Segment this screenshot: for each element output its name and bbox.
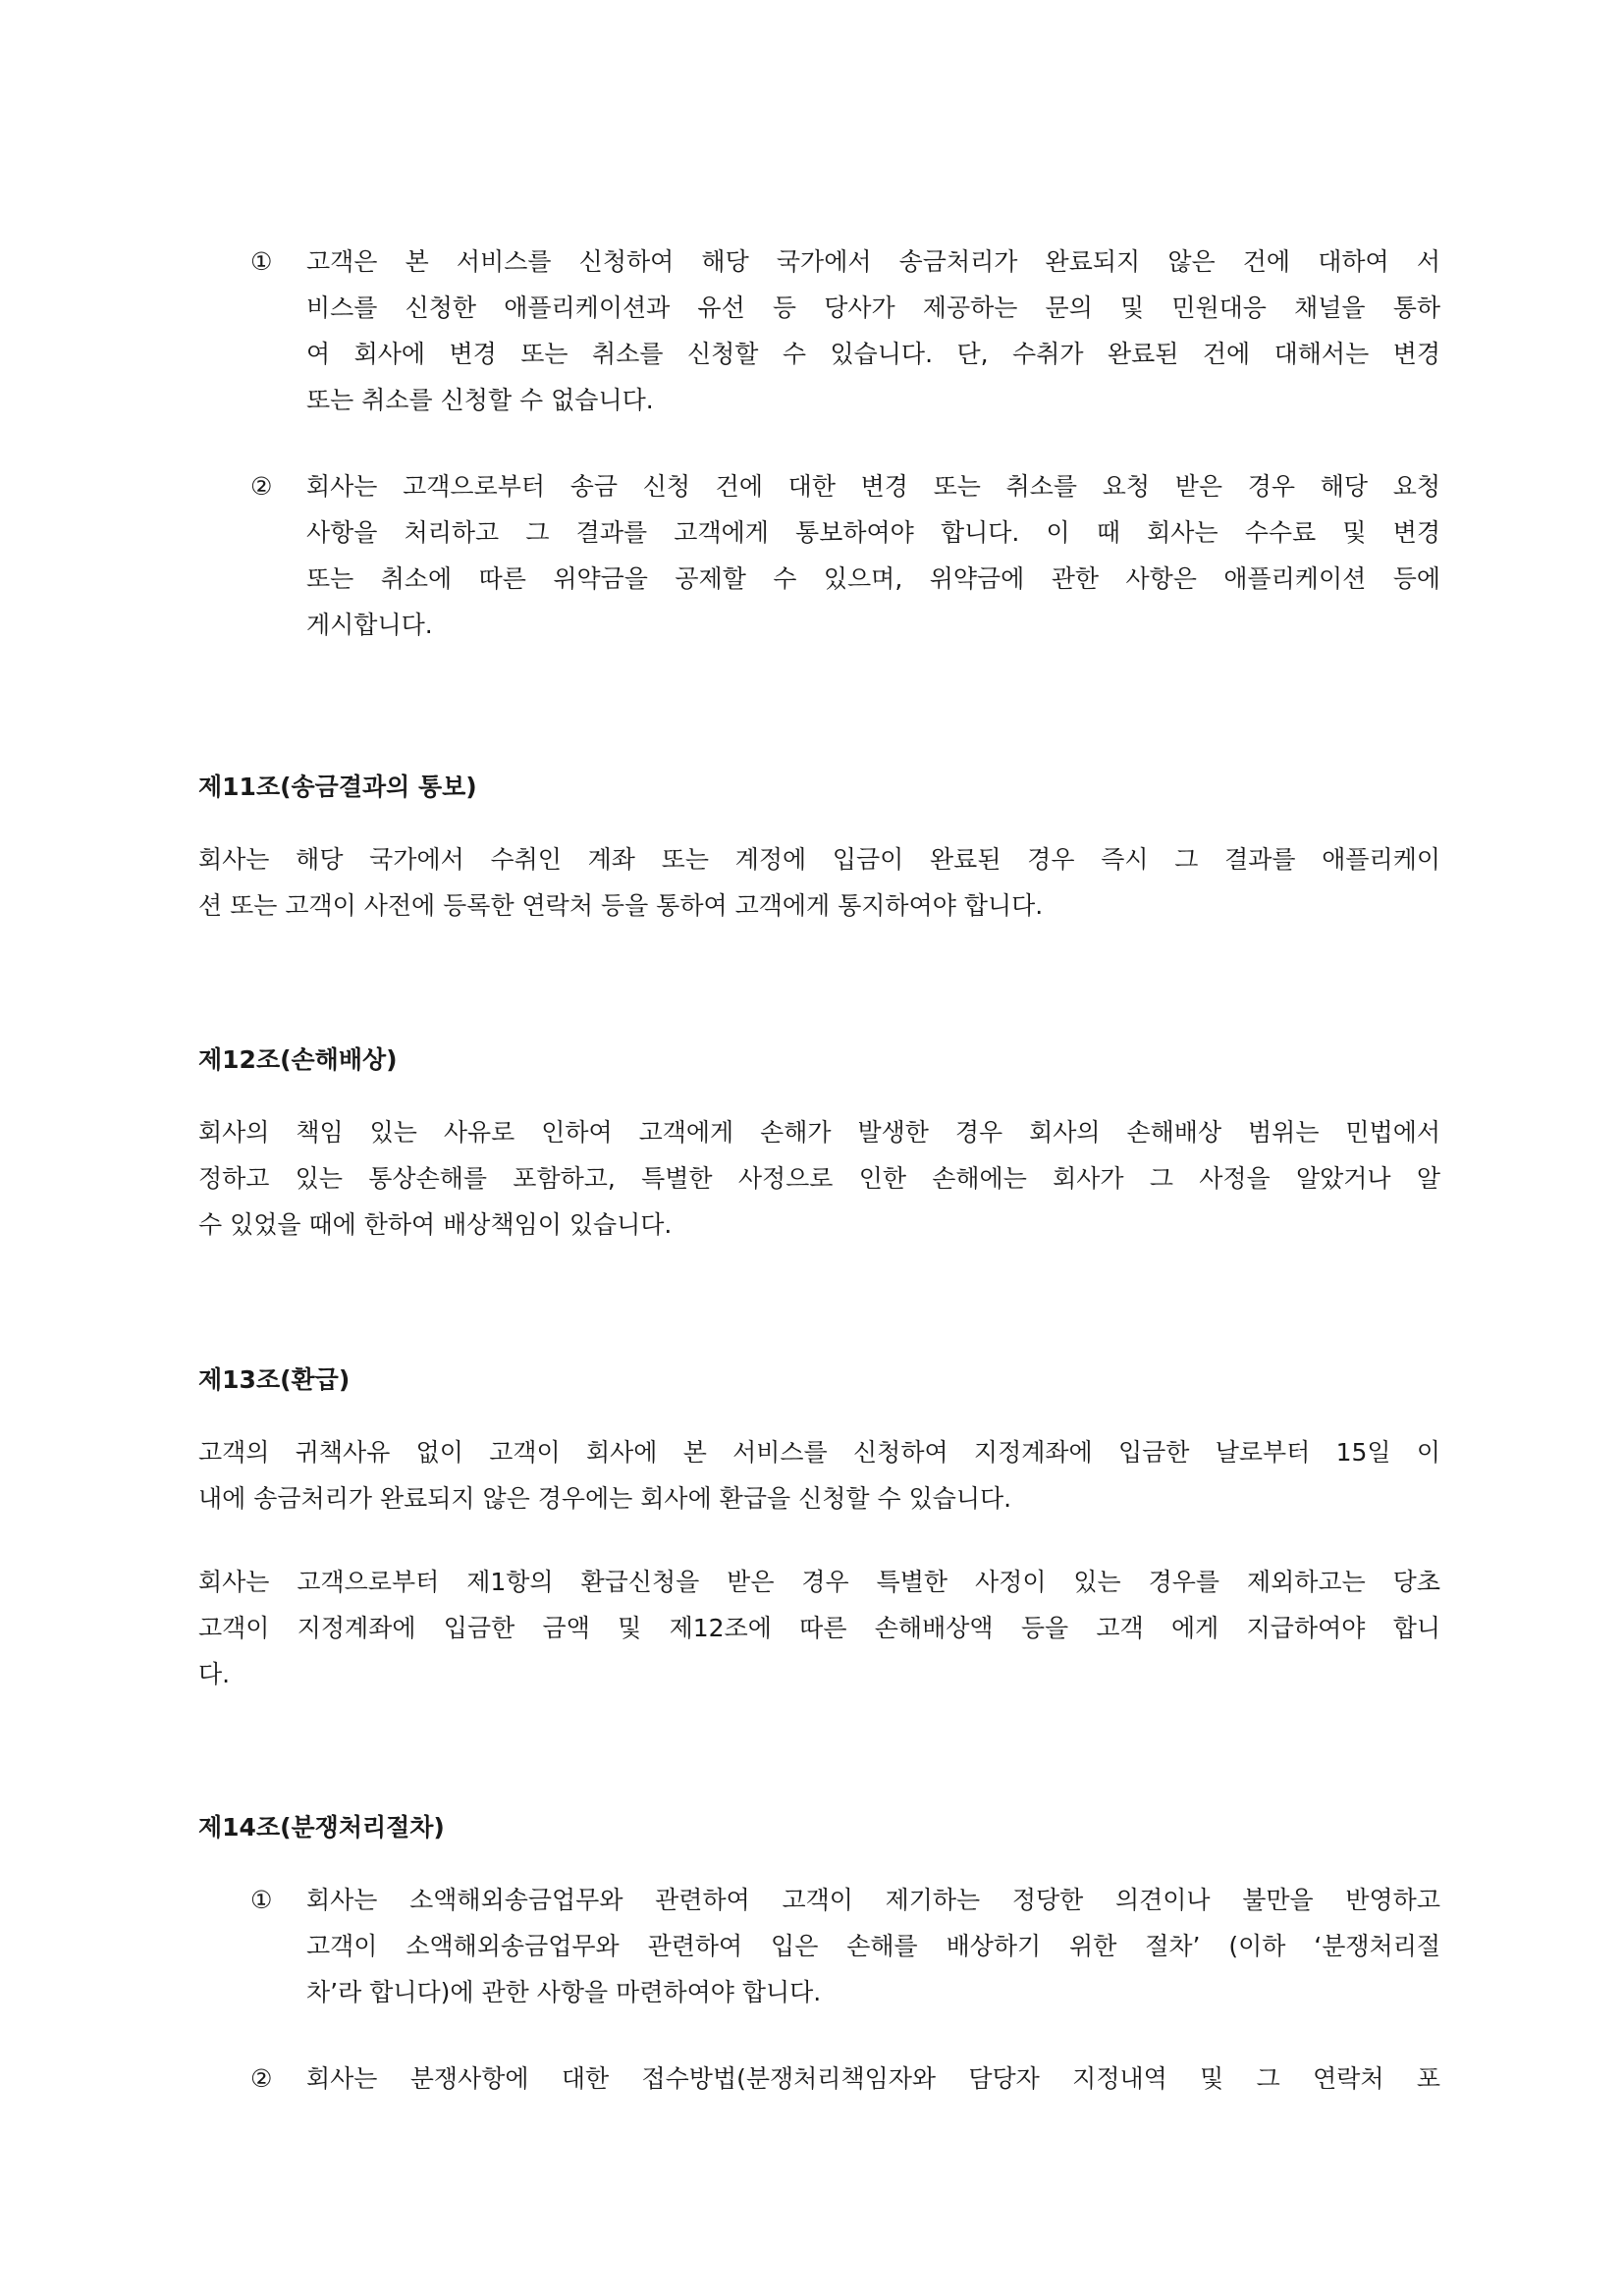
text-line: 또는 취소를 신청할 수 없습니다. bbox=[306, 386, 654, 414]
text-line: 내에 송금처리가 완료되지 않은 경우에는 회사에 환급을 신청할 수 있습니다. bbox=[198, 1484, 1012, 1513]
text-line: 다. bbox=[198, 1660, 231, 1688]
item-number: ① bbox=[250, 247, 273, 276]
text-line: 회사는 해당 국가에서 수취인 계좌 또는 계정에 입금이 완료된 경우 즉시 그 결과를 애플리케이 bbox=[198, 845, 1440, 874]
article13-paragraph-1 bbox=[198, 1429, 1440, 1522]
text-line: 사항을 처리하고 그 결과를 고객에게 통보하여야 합니다. 이 때 회사는 수수료 및 변경 bbox=[306, 518, 1440, 547]
article13-paragraph-2 bbox=[198, 1559, 1440, 1697]
text-line: 차’라 합니다)에 관한 사항을 마련하여야 합니다. bbox=[306, 1978, 822, 2006]
article11-heading: 제11조(송금결과의 통보) bbox=[198, 773, 477, 801]
text-line: 션 또는 고객이 사전에 등록한 연락처 등을 통하여 고객에게 통지하여야 합니다. bbox=[198, 891, 1044, 920]
text-line: 고객의 귀책사유 없이 고객이 회사에 본 서비스를 신청하여 지정계좌에 입금한 날로부터 15일 이 bbox=[198, 1438, 1440, 1467]
text-line: 수 있었을 때에 한하여 배상책임이 있습니다. bbox=[198, 1210, 673, 1239]
article12-heading: 제12조(손해배상) bbox=[198, 1045, 398, 1074]
text-line: 고객은 본 서비스를 신청하여 해당 국가에서 송금처리가 완료되지 않은 건에 대하여 서 bbox=[306, 247, 1440, 276]
text-line: 회사는 소액해외송금업무와 관련하여 고객이 제기하는 정당한 의견이나 불만을 반영하고 bbox=[306, 1886, 1440, 1914]
item-number: ② bbox=[250, 472, 273, 501]
text-line: 회사는 고객으로부터 제1항의 환급신청을 받은 경우 특별한 사정이 있는 경우를 제외하고는 당초 bbox=[198, 1568, 1440, 1596]
text-line: 정하고 있는 통상손해를 포함하고, 특별한 사정으로 인한 손해에는 회사가 그 사정을 알았거나 알 bbox=[198, 1164, 1440, 1193]
article14-heading: 제14조(분쟁처리절차) bbox=[198, 1813, 445, 1842]
text-line: 회사는 고객으로부터 송금 신청 건에 대한 변경 또는 취소를 요청 받은 경우 해당 요청 bbox=[306, 472, 1440, 501]
text-line: 회사는 분쟁사항에 대한 접수방법(분쟁처리책임자와 담당자 지정내역 및 그 연락처 포 bbox=[306, 2064, 1440, 2093]
item-number: ② bbox=[250, 2064, 273, 2093]
article11-paragraph-1 bbox=[198, 836, 1440, 929]
text-line: 여 회사에 변경 또는 취소를 신청할 수 있습니다. 단, 수취가 완료된 건에 대해서는 변경 bbox=[306, 340, 1440, 368]
text-line: 회사의 책임 있는 사유로 인하여 고객에게 손해가 발생한 경우 회사의 손해배상 범위는 민법에서 bbox=[198, 1118, 1440, 1147]
text-line: 게시합니다. bbox=[306, 611, 433, 639]
text-line: 또는 취소에 따른 위약금을 공제할 수 있으며, 위약금에 관한 사항은 애플리케이션 등에 bbox=[306, 564, 1440, 593]
text-line: 비스를 신청한 애플리케이션과 유선 등 당사가 제공하는 문의 및 민원대응 채널을 통하 bbox=[306, 294, 1440, 322]
text-line: 고객이 소액해외송금업무와 관련하여 입은 손해를 배상하기 위한 절차’ (이하 ‘분쟁처리절 bbox=[306, 1932, 1440, 1960]
article12-paragraph-1 bbox=[198, 1109, 1440, 1248]
text-line: 고객이 지정계좌에 입금한 금액 및 제12조에 따른 손해배상액 등을 고객 에게 지급하여야 합니 bbox=[198, 1614, 1440, 1642]
item-number: ① bbox=[250, 1886, 273, 1914]
article13-heading: 제13조(환급) bbox=[198, 1365, 351, 1394]
